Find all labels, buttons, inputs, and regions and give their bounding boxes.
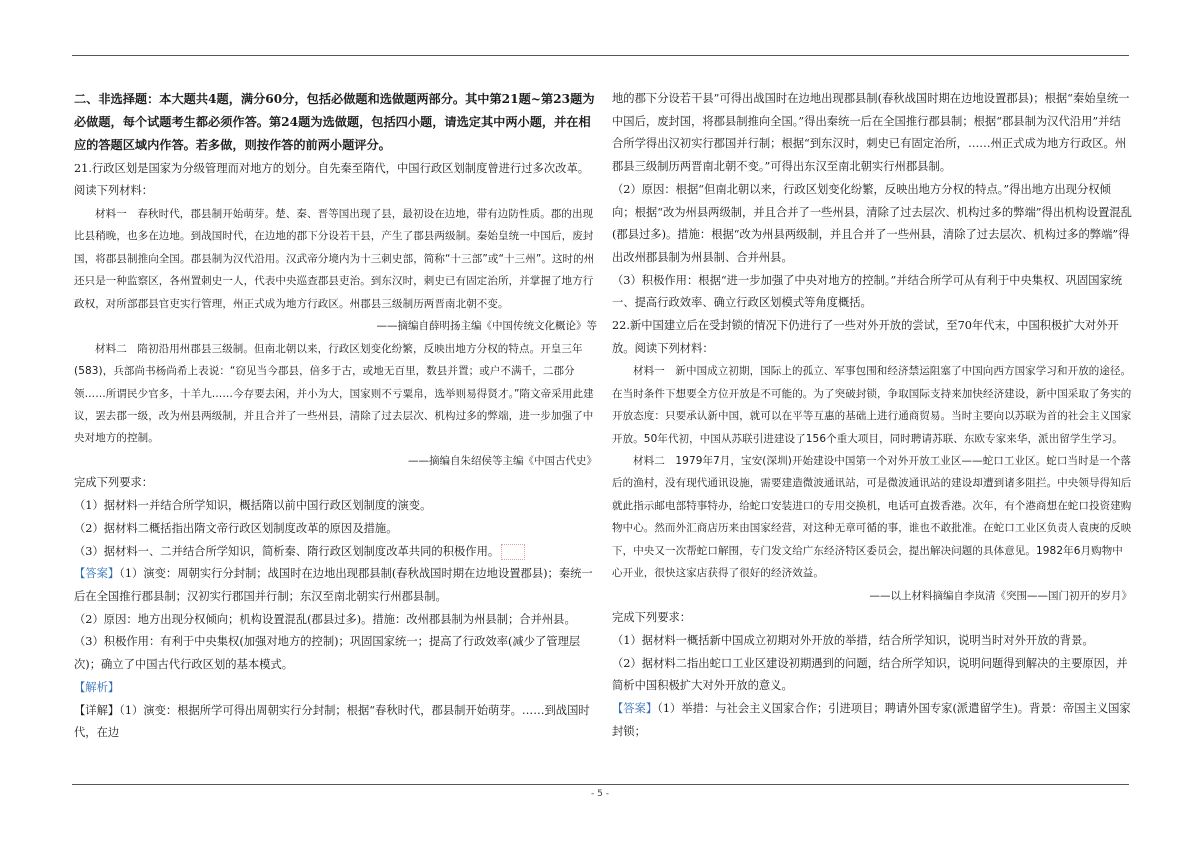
watermark-stamp: [501, 544, 525, 560]
q21-requirements: 完成下列要求：: [74, 476, 154, 490]
q22-answer-1-text: （1）举措：与社会主义国家合作；引进项目；聘请外国专家(派遣留学生)。背景：帝国主义国家封锁；: [612, 702, 1131, 738]
header-rule: [72, 55, 1129, 56]
right-column: [612, 88, 1132, 743]
q21-req-1: （1）据材料一并结合所学知识，概括隋以前中国行政区划制度的演变。: [74, 499, 432, 513]
q21-detail-cont-3: （3）积极作用：根据“进一步加强了中央对地方的控制。”并结合所学可从有利于中央集权、巩固国家统一、提高行政效率、确立行政区划模式等角度概括。: [612, 273, 1123, 310]
left-column: [74, 88, 597, 745]
q21-material-1-source: ——摘编自薛明扬主编《中国传统文化概论》等: [376, 320, 597, 333]
q21-material-2: 材料二 隋初沿用州郡县三级制。但南北朝以来，行政区划变化纷繁，反映出地方分权的特点。开皇三年(583)，兵部尚书杨尚希上表说：“窃见当今郡县，倍多于古，或地无百里，数县并置；或户不满千，二郡分领……所谓民少官多，十羊九……今存要去闲，并小为大，国家则不亏粟帛，选举则易得贤才。”隋文帝采用此建议，罢去郡一级，改为州县两级制，并且合并了一些州县，清除了过去层次、机构过多的弊端，进一步加强了中央对地方的控制。: [74, 342, 594, 445]
page-number: - 5 -: [591, 789, 609, 799]
q21-req-3: [74, 541, 597, 564]
q21-material-2-source: ——摘编自朱绍侯等主编《中国古代史》: [408, 454, 597, 467]
q21-detail-cont-2: （2）原因：根据“但南北朝以来，行政区划变化纷繁，反映出地方分权的特点。”得出地方出现分权倾向；根据“改为州县两级制，并且合并了一些州县，清除了过去层次、机构过多的弊端”得出机构设置混乱(郡县过多)。措施：根据“改为州县两级制，并且合并了一些州县，清除了过去层次、机构过多的弊端”得出改州郡县制为州县制、合并州县。: [612, 182, 1132, 264]
q22-requirements: 完成下列要求：: [612, 611, 692, 625]
answer-tag: 【答案】: [612, 702, 658, 716]
q21-answer-2: （2）原因：地方出现分权倾向；机构设置混乱(郡县过多)。措施：改州郡县制为州县制；合并州县。: [74, 612, 576, 626]
q21-req-2: （2）据材料二概括指出隋文帝行政区划制度改革的原因及措施。: [74, 521, 398, 535]
q21-answer-1: [74, 563, 597, 608]
q21-material-1: 材料一 春秋时代，郡县制开始萌芽。楚、秦、晋等国出现了县，最初设在边地，带有边防性质。郡的出现比县稍晚，也多在边地。到战国时代，在边地的郡下分设若干县，产生了郡县两级制。秦始皇统一中国后，废封国，将郡县制推向全国。郡县制为汉代沿用。汉武帝分境内为十三刺史部，简称“十三部”或“十三州”。这时的州还只是一种监察区，各州置刺史一人，代表中央巡查郡县吏治。到东汉时，刺史已有固定治所，并掌握了地方行政权，对所部郡县官吏实行管理，州正式成为地方行政区。州郡县三级制历两晋南北朝不变。: [74, 208, 595, 310]
q22-answer-1: [612, 698, 1132, 743]
q21-req-3-text: （3）据材料一、二并结合所学知识，简析秦、隋行政区划制度改革共同的积极作用。: [74, 544, 500, 558]
q21-detail: 【详解】（1）演变：根据所学可得出周朝实行分封制；根据“春秋时代，郡县制开始萌芽。……到战国时代，在边: [74, 703, 590, 740]
section-heading: 二、非选择题：本大题共4题，满分60分，包括必做题和选做题两部分。其中第21题~第23题为必做题，每个试题考生都必须作答。第24题为选做题，包括四小题，请选定其中两小题，并在相应的答题区域内作答。若多做，则按作答的前两小题评分。: [74, 92, 595, 153]
answer-tag: 【答案】: [74, 567, 120, 581]
q22-material-1: 材料一 新中国成立初期，国际上的孤立、军事包围和经济禁运阻塞了中国向西方国家学习和开放的途径。在当时条件下想要全方位开放是不可能的。为了突破封锁，争取国际支持来加快经济建设，新中国采取了务实的开放态度：只要承认新中国，就可以在平等互惠的基础上进行通商贸易。当时主要向以苏联为首的社会主义国家开放。50年代初，中国从苏联引进建设了156个重大项目，同时聘请苏联、东欧专家来华，派出留学生学习。: [612, 365, 1132, 445]
q21-intro: 21.行政区划是国家为分级管理而对地方的划分。自先秦至隋代，中国行政区划制度曾进行过多次改革。阅读下列材料：: [74, 161, 590, 198]
q21-answer-1-text: （1）演变：周朝实行分封制；战国时在边地出现郡县制(春秋战国时期在边地设置郡县)；秦统一后在全国推行郡县制；汉初实行郡国并行制；东汉至南北朝实行州郡县制。: [74, 567, 593, 603]
q21-detail-cont-1: 地的郡下分设若干县”可得出战国时在边地出现郡县制(春秋战国时期在边地设置郡县)；根据“秦始皇统一中国后，废封国，将郡县制推向全国。”得出秦统一后在全国推行郡县制；根据“郡县制为汉代沿用”并结合所学得出汉初实行郡国并行制；根据“到东汉时，刺史已有固定治所，……州正式成为地方行政区。州郡县三级制历两晋南北朝不变。”可得出东汉至南北朝实行州郡县制。: [612, 92, 1130, 174]
q22-req-2: （2）据材料二指出蛇口工业区建设初期遇到的问题，结合所学知识，说明问题得到解决的主要原因，并简析中国积极扩大对外开放的意义。: [612, 656, 1128, 693]
q22-req-1: （1）据材料一概括新中国成立初期对外开放的举措，结合所学知识，说明当时对外开放的背景。: [612, 633, 1094, 647]
q22-material-source: ——以上材料摘编自李岚清《突围——国门初开的岁月》: [869, 589, 1132, 602]
footer-rule: [72, 784, 1129, 785]
q21-answer-3: （3）积极作用：有利于中央集权(加强对地方的控制)；巩固国家统一；提高了行政效率(减少了管理层次)；确立了中国古代行政区划的基本模式。: [74, 635, 581, 672]
q22-intro: 22.新中国建立后在受封锁的情况下仍进行了一些对外开放的尝试，至70年代末，中国积极扩大对外开放。阅读下列材料：: [612, 319, 1119, 355]
analysis-tag: 【解析】: [74, 680, 120, 694]
q22-material-2: 材料二 1979年7月，宝安(深圳)开始建设中国第一个对外开放工业区——蛇口工业区。蛇口当时是一个落后的渔村，没有现代通讯设施，需要建造微波通讯站，可是微波通讯站的建设却遭到诸多阻拦。中央领导得知后就此指示邮电部特事特办，给蛇口安装进口的专用交换机，电话可直拨香港。次年，有个港商想在蛇口投资建购物中心。然而外汇商店历来由国家经营，对这种无章可循的事，谁也不敢批准。在蛇口工业区负责人袁庚的反映下，中央又一次帮蛇口解围，专门发文给广东经济特区委员会，提出解决问题的具体意见。1982年6月购物中心开业，很快这家店获得了很好的经济效益。: [612, 455, 1132, 580]
